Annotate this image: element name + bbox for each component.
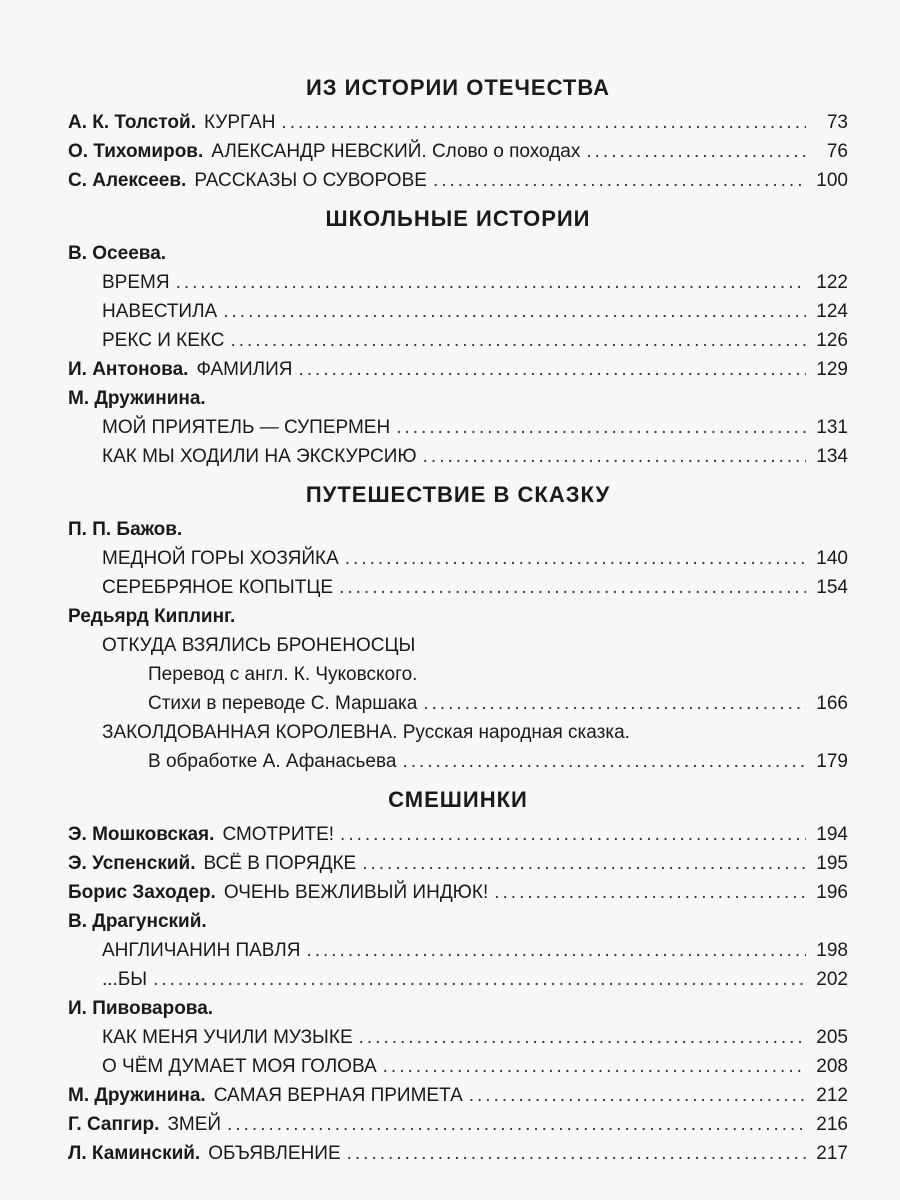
entry-title: СМОТРИТЕ!	[222, 824, 335, 845]
entry-title: О ЧЁМ ДУМАЕТ МОЯ ГОЛОВА	[102, 1056, 377, 1077]
entry-title: Стихи в переводе С. Маршака	[148, 693, 418, 714]
entry-page: 131	[816, 417, 848, 438]
dot-leader	[402, 747, 806, 776]
entry-page: 217	[816, 1143, 848, 1164]
entry-page: 205	[816, 1027, 848, 1048]
entry-title: САМАЯ ВЕРНАЯ ПРИМЕТА	[213, 1085, 463, 1106]
dot-leader	[306, 936, 806, 965]
toc-entry[interactable]	[68, 718, 848, 747]
entry-title: РАССКАЗЫ О СУВОРОВЕ	[194, 170, 427, 191]
entry-page: 216	[816, 1114, 848, 1135]
entry-page: 154	[816, 577, 848, 598]
toc-author-heading	[68, 994, 848, 1023]
toc-entry[interactable]	[68, 355, 848, 384]
entry-page: 202	[816, 969, 848, 990]
entry-author: И. Пивоварова.	[68, 998, 214, 1019]
entry-author: С. Алексеев.	[68, 170, 187, 191]
toc-entry[interactable]	[68, 166, 848, 195]
entry-author: В. Драгунский.	[68, 911, 207, 932]
entry-title: ВРЕМЯ	[102, 272, 170, 293]
entry-author: М. Дружинина.	[68, 1085, 206, 1106]
entry-page: 208	[816, 1056, 848, 1077]
toc-entry[interactable]	[68, 326, 848, 355]
toc-entry[interactable]	[68, 413, 848, 442]
dot-leader	[345, 544, 806, 573]
entry-page: 129	[816, 359, 848, 380]
toc-entry[interactable]	[68, 137, 848, 166]
entry-page: 76	[826, 141, 848, 162]
toc-entry[interactable]	[68, 820, 848, 849]
entry-page: 134	[816, 446, 848, 467]
entry-title: РЕКС И КЕКС	[102, 330, 225, 351]
dot-leader	[359, 1023, 806, 1052]
entry-page: 194	[816, 824, 848, 845]
section-title-fairytale: ПУТЕШЕСТВИЕ В СКАЗКУ	[305, 482, 611, 507]
toc-entry[interactable]	[68, 631, 848, 660]
entry-title: СЕРЕБРЯНОЕ КОПЫТЦЕ	[102, 577, 334, 598]
entry-title: ЗМЕЙ	[167, 1114, 222, 1135]
dot-leader	[281, 108, 806, 137]
entry-title: ОТКУДА ВЗЯЛИСЬ БРОНЕНОСЦЫ	[102, 635, 416, 656]
entry-page: 126	[816, 330, 848, 351]
toc-entry[interactable]	[68, 108, 848, 137]
entry-page: 100	[816, 170, 848, 191]
entry-title: ОБЪЯВЛЕНИЕ	[208, 1143, 341, 1164]
entry-author: П. П. Бажов.	[68, 519, 183, 540]
entry-title: АНГЛИЧАНИН ПАВЛЯ	[102, 940, 301, 961]
entry-page: 196	[816, 882, 848, 903]
toc-entry[interactable]	[68, 297, 848, 326]
entry-author: Л. Каминский.	[68, 1143, 201, 1164]
entry-page: 195	[816, 853, 848, 874]
entry-title: ...БЫ	[102, 969, 148, 990]
toc-entry[interactable]	[68, 1110, 848, 1139]
dot-leader	[339, 573, 806, 602]
dot-leader	[494, 878, 806, 907]
entry-author: А. К. Толстой.	[68, 112, 196, 133]
entry-title: КАК МЫ ХОДИЛИ НА ЭКСКУРСИЮ	[102, 446, 417, 467]
entry-page: 122	[816, 272, 848, 293]
section-title-history: ИЗ ИСТОРИИ ОТЕЧЕСТВА	[305, 75, 611, 100]
section-title-school: ШКОЛЬНЫЕ ИСТОРИИ	[325, 206, 591, 231]
section-title-funny: СМЕШИНКИ	[388, 787, 528, 812]
entry-title: ОЧЕНЬ ВЕЖЛИВЫЙ ИНДЮК!	[223, 882, 489, 903]
entry-author: Борис Заходер.	[68, 882, 216, 903]
toc-entry[interactable]	[68, 1139, 848, 1168]
entry-title: КАК МЕНЯ УЧИЛИ МУЗЫКЕ	[102, 1027, 353, 1048]
dot-leader	[223, 297, 806, 326]
entry-page: 73	[826, 112, 848, 133]
dot-leader	[423, 442, 806, 471]
toc-entry[interactable]	[68, 849, 848, 878]
toc-entry[interactable]	[68, 268, 848, 297]
entry-author: Э. Успенский.	[68, 853, 196, 874]
entry-page: 179	[816, 751, 848, 772]
dot-leader	[383, 1052, 806, 1081]
entry-title: ВСЁ В ПОРЯДКЕ	[203, 853, 357, 874]
dot-leader	[227, 1110, 806, 1139]
toc-entry[interactable]	[68, 1023, 848, 1052]
entry-author: М. Дружинина.	[68, 388, 206, 409]
toc-entry[interactable]	[68, 936, 848, 965]
toc-author-heading	[68, 907, 848, 936]
dot-leader	[340, 820, 806, 849]
entry-page: 124	[816, 301, 848, 322]
dot-leader	[298, 355, 806, 384]
entry-title: Перевод с англ. К. Чуковского.	[148, 664, 418, 685]
entry-author: Г. Сапгир.	[68, 1114, 160, 1135]
entry-author: Э. Мошковская.	[68, 824, 215, 845]
toc-entry[interactable]	[68, 1081, 848, 1110]
entry-page: 212	[816, 1085, 848, 1106]
toc-author-heading	[68, 515, 848, 544]
toc-entry[interactable]	[68, 544, 848, 573]
entry-title: КУРГАН	[203, 112, 276, 133]
dot-leader	[586, 137, 806, 166]
toc-author-heading	[68, 384, 848, 413]
dot-leader	[423, 689, 806, 718]
toc-entry[interactable]	[68, 878, 848, 907]
dot-leader	[347, 1139, 806, 1168]
toc-author-heading	[68, 239, 848, 268]
dot-leader	[153, 965, 806, 994]
entry-author: Редьярд Киплинг.	[68, 606, 236, 627]
entry-title: МОЙ ПРИЯТЕЛЬ — СУПЕРМЕН	[102, 417, 391, 438]
entry-author: В. Осеева.	[68, 243, 167, 264]
dot-leader	[230, 326, 806, 355]
entry-title: МЕДНОЙ ГОРЫ ХОЗЯЙКА	[102, 548, 339, 569]
dot-leader	[176, 268, 806, 297]
toc-entry[interactable]	[68, 442, 848, 471]
entry-title: В обработке А. Афанасьева	[148, 751, 397, 772]
entry-author: И. Антонова.	[68, 359, 189, 380]
toc-entry-note	[68, 660, 848, 689]
table-of-contents	[68, 64, 848, 1168]
dot-leader	[396, 413, 806, 442]
entry-page: 140	[816, 548, 848, 569]
toc-entry[interactable]	[68, 689, 848, 718]
entry-title: ФАМИЛИЯ	[196, 359, 293, 380]
toc-entry[interactable]	[68, 965, 848, 994]
toc-entry[interactable]	[68, 1052, 848, 1081]
entry-title: НАВЕСТИЛА	[102, 301, 218, 322]
toc-entry[interactable]	[68, 747, 848, 776]
entry-title: АЛЕКСАНДР НЕВСКИЙ. Слово о походах	[211, 141, 581, 162]
dot-leader	[469, 1081, 806, 1110]
toc-entry[interactable]	[68, 573, 848, 602]
dot-leader	[362, 849, 806, 878]
entry-author: О. Тихомиров.	[68, 141, 204, 162]
toc-author-heading	[68, 602, 848, 631]
entry-page: 198	[816, 940, 848, 961]
dot-leader	[433, 166, 806, 195]
entry-title: ЗАКОЛДОВАННАЯ КОРОЛЕВНА. Русская народная сказка.	[102, 722, 630, 743]
entry-page: 166	[816, 693, 848, 714]
